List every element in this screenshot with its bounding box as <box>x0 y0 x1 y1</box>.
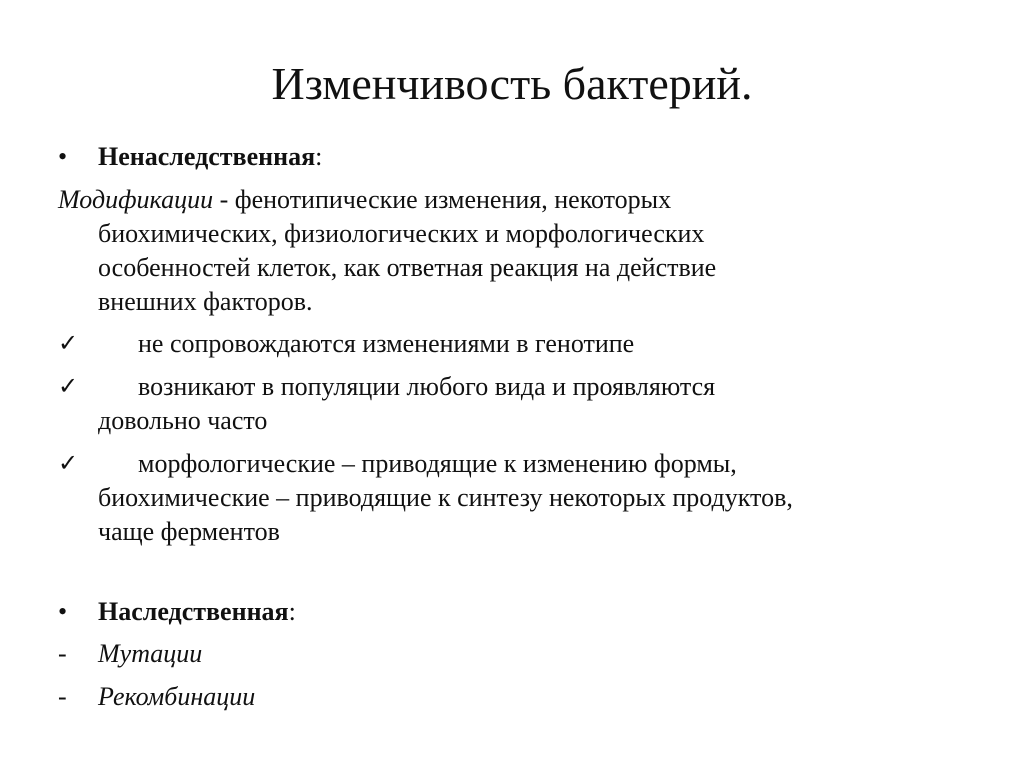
dash-marker: - <box>58 682 67 711</box>
bullet-non-hereditary: • <box>58 142 68 171</box>
check-item-3-line-1: морфологические – приводящие к изменению формы, <box>138 449 737 478</box>
check-icon: ✓ <box>58 329 79 357</box>
check-item-3-line-3: чаще ферментов <box>98 517 280 546</box>
heading-non-hereditary-colon: : <box>315 142 323 171</box>
check-item-2-line-2: довольно часто <box>98 406 268 435</box>
check-icon: ✓ <box>58 372 79 400</box>
definition-line-4: внешних факторов. <box>98 287 313 316</box>
heading-hereditary-colon: : <box>288 597 296 626</box>
check-item-2-line-1: возникают в популяции любого вида и проявляются <box>138 372 716 401</box>
hereditary-item-mutations: Мутации <box>98 639 203 668</box>
check-item-3-line-2: биохимические – приводящие к синтезу некоторых продуктов, <box>98 483 793 512</box>
modification-term: Модификации <box>58 185 214 214</box>
definition-line-3: особенностей клеток, как ответная реакция на действие <box>98 253 717 282</box>
heading-hereditary <box>98 595 296 629</box>
definition-line-1: - фенотипические изменения, некоторых <box>213 185 672 214</box>
modification-definition-line-1 <box>58 183 671 217</box>
bullet-hereditary: • <box>58 597 68 626</box>
hereditary-item-recombinations: Рекомбинации <box>98 682 256 711</box>
check-icon: ✓ <box>58 449 79 477</box>
check-item-1-line-1: не сопровождаются изменениями в генотипе <box>138 329 635 358</box>
heading-non-hereditary <box>98 140 322 174</box>
slide-title: Изменчивость бактерий. <box>271 58 753 109</box>
definition-line-2: биохимических, физиологических и морфологических <box>98 219 705 248</box>
dash-marker: - <box>58 639 67 668</box>
heading-hereditary-text: Наследственная <box>98 597 289 626</box>
heading-non-hereditary-text: Ненаследственная <box>98 142 316 171</box>
